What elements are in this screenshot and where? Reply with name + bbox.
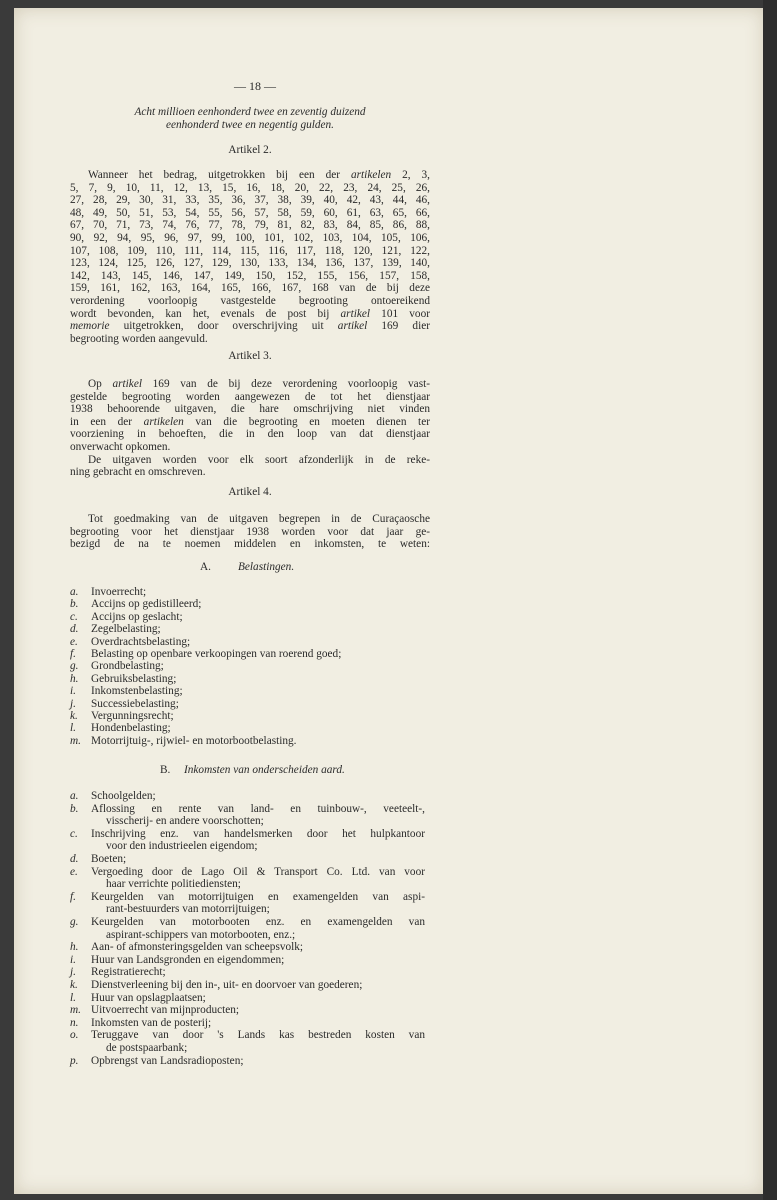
art3-line: De uitgaven worden voor elk soort afzonderlijk in de reke-: [88, 453, 430, 466]
list-item: Uitvoerrecht van mijnproducten;: [91, 1004, 240, 1017]
art3-line: voorziening in behoeften, die in den loop van dat dienstjaar: [70, 428, 430, 441]
list-item-label: i.: [70, 685, 76, 698]
list-item: Huur van opslagplaatsen;: [91, 991, 206, 1004]
list-item-label: g.: [70, 916, 79, 928]
list-item: Aan- of afmonsteringsgelden van scheepsvolk;: [91, 941, 304, 954]
section-a-title: Belastingen.: [238, 561, 295, 573]
list-item-label: d.: [70, 623, 79, 636]
art2-line: memorie uitgetrokken, door overschrijving uit artikel 169 dier: [70, 320, 430, 333]
article-4-title: Artikel 4.: [228, 486, 272, 498]
list-item-continuation: voor den industrieelen eigendom;: [106, 840, 258, 853]
list-item: Inkomstenbelasting;: [91, 685, 183, 698]
list-item-label: j.: [70, 966, 76, 979]
art2-line: 5, 7, 9, 10, 11, 12, 13, 15, 16, 18, 20, 22, 23, 24, 25, 26,: [70, 181, 430, 194]
art2-line: Wanneer het bedrag, uitgetrokken bij een der artikelen 2, 3,: [88, 169, 430, 181]
art2-line: 48, 49, 50, 51, 53, 54, 55, 56, 57, 58, 59, 60, 61, 63, 65, 66,: [70, 206, 430, 219]
list-item: Inkomsten van de posterij;: [91, 1016, 212, 1029]
list-item-label: b.: [70, 598, 79, 611]
art3-line: gestelde begrooting worden aangewezen de tot het dienstjaar: [70, 390, 430, 403]
list-item-label: o.: [70, 1029, 79, 1042]
art4-line: Tot goedmaking van de uitgaven begrepen in de Curaçaosche: [88, 513, 430, 525]
list-item: Invoerrecht;: [91, 586, 147, 598]
list-item-label: g.: [70, 660, 79, 673]
art3-line: 1938 behoorende uitgaven, die hare omschrijving niet vinden: [70, 403, 430, 416]
list-item: Gebruiksbelasting;: [91, 672, 177, 685]
list-item-label: c.: [70, 827, 78, 840]
list-item: Opbrengst van Landsradioposten;: [91, 1054, 244, 1067]
page-number: — 18 —: [234, 79, 276, 93]
list-item: Keurgelden van motorbooten enz. en examengelden van: [91, 916, 425, 928]
list-item-label: e.: [70, 635, 78, 648]
scan-edge: [763, 0, 777, 1200]
list-item-label: k.: [70, 979, 78, 991]
art4-line: bezigd de na te noemen middelen en inkomsten, te weten:: [70, 538, 430, 551]
list-item-label: a.: [70, 586, 79, 598]
art3-line: ning gebracht en omschreven.: [70, 466, 206, 479]
list-item-label: h.: [70, 672, 79, 685]
list-item-label: c.: [70, 610, 78, 623]
list-item-label: f.: [70, 648, 76, 660]
list-item-label: e.: [70, 865, 78, 878]
art2-line: 67, 70, 71, 73, 74, 76, 77, 78, 79, 81, 82, 83, 84, 85, 86, 88,: [70, 219, 430, 232]
list-item-label: b.: [70, 802, 79, 815]
list-item-label: m.: [70, 1004, 81, 1017]
art2-line: begrooting worden aangevuld.: [70, 332, 208, 345]
article-3-title: Artikel 3.: [228, 350, 272, 362]
art2-line: wordt bevonden, kan het, evenals de post bij artikel 101 voor: [70, 307, 430, 320]
art2-line: 159, 161, 162, 163, 164, 165, 166, 167, 168 van de bij deze: [70, 282, 430, 295]
list-item-continuation: aspirant-schippers van motorbooten, enz.;: [106, 928, 296, 941]
list-item-label: k.: [70, 710, 78, 722]
list-item: Overdrachtsbelasting;: [91, 635, 191, 648]
section-b-letter: B.: [160, 764, 171, 776]
list-item-label: j.: [70, 697, 76, 710]
list-item: Accijns op geslacht;: [91, 610, 183, 623]
art2-line: 27, 28, 29, 30, 31, 33, 35, 36, 37, 38, 39, 40, 42, 43, 44, 46,: [70, 194, 430, 207]
list-item: Zegelbelasting;: [91, 623, 161, 636]
heading-line-1: Acht millioen eenhonderd twee en zeventig duizend: [134, 106, 366, 118]
list-item: Dienstverleening bij den in-, uit- en doorvoer van goederen;: [91, 979, 363, 991]
list-item-continuation: de postspaarbank;: [106, 1042, 188, 1054]
list-item: Huur van Landsgronden en eigendommen;: [91, 953, 285, 966]
list-item-label: n.: [70, 1016, 79, 1029]
art2-line: 90, 92, 94, 95, 96, 97, 99, 100, 101, 102, 103, 104, 105, 106,: [70, 232, 430, 244]
art3-line: Op artikel 169 van de bij deze verordening voorloopig vast-: [88, 378, 430, 390]
list-item: Successiebelasting;: [91, 697, 179, 710]
list-item: Belasting op openbare verkoopingen van roerend goed;: [91, 648, 342, 660]
list-item-label: a.: [70, 790, 79, 802]
list-item: Teruggave van door 's Lands kas bestreden kosten van: [91, 1029, 425, 1042]
list-item-continuation: rant-bestuurders van motorrijtuigen;: [106, 903, 270, 916]
list-item: Vergunningsrecht;: [91, 710, 174, 722]
article-2-title: Artikel 2.: [228, 144, 272, 156]
list-item: Aflossing en rente van land- en tuinbouw-, veeteelt-,: [91, 802, 425, 815]
list-item: Grondbelasting;: [91, 660, 164, 673]
section-a-letter: A.: [200, 561, 211, 573]
list-item: Schoolgelden;: [91, 790, 156, 802]
list-item-continuation: visscherij- en andere voorschotten;: [106, 815, 264, 828]
list-item: Motorrijtuig-, rijwiel- en motorbootbelasting.: [91, 734, 297, 747]
list-item-label: l.: [70, 722, 76, 735]
list-item-continuation: haar verrichte politiediensten;: [106, 878, 241, 891]
list-item: Vergoeding door de Lago Oil & Transport Co. Ltd. van voor: [91, 865, 425, 878]
art3-line: in een der artikelen van die begrooting en moeten dienen ter: [70, 415, 430, 428]
list-item: Hondenbelasting;: [91, 722, 171, 735]
list-item-label: f.: [70, 890, 76, 903]
art4-line: begrooting voor het dienstjaar 1938 worden voor dat jaar ge-: [70, 525, 430, 538]
list-item-label: p.: [70, 1054, 79, 1067]
art3-line: onverwacht opkomen.: [70, 441, 171, 453]
list-item: Keurgelden van motorrijtuigen en examengelden van aspi-: [91, 890, 425, 903]
list-item-label: i.: [70, 953, 76, 966]
list-item-label: m.: [70, 734, 81, 747]
list-item: Boeten;: [91, 853, 127, 865]
art2-line: 107, 108, 109, 110, 111, 114, 115, 116, 117, 118, 120, 121, 122,: [70, 244, 430, 257]
section-b-title: Inkomsten van onderscheiden aard.: [184, 764, 345, 776]
art2-line: 142, 143, 145, 146, 147, 149, 150, 152, 155, 156, 157, 158,: [70, 269, 430, 282]
list-item: Registratierecht;: [91, 966, 166, 979]
art2-line: verordening voorloopig vastgestelde begrooting ontoereikend: [70, 295, 430, 307]
list-item-label: d.: [70, 853, 79, 865]
list-item-label: h.: [70, 941, 79, 954]
list-item: Accijns op gedistilleerd;: [91, 598, 202, 611]
list-item: Inschrijving enz. van handelsmerken door het hulpkantoor: [91, 827, 425, 840]
art2-line: 123, 124, 125, 126, 127, 129, 130, 133, 134, 136, 137, 139, 140,: [70, 257, 430, 270]
list-item-label: l.: [70, 991, 76, 1004]
heading-line-2: eenhonderd twee en negentig gulden.: [165, 119, 335, 131]
